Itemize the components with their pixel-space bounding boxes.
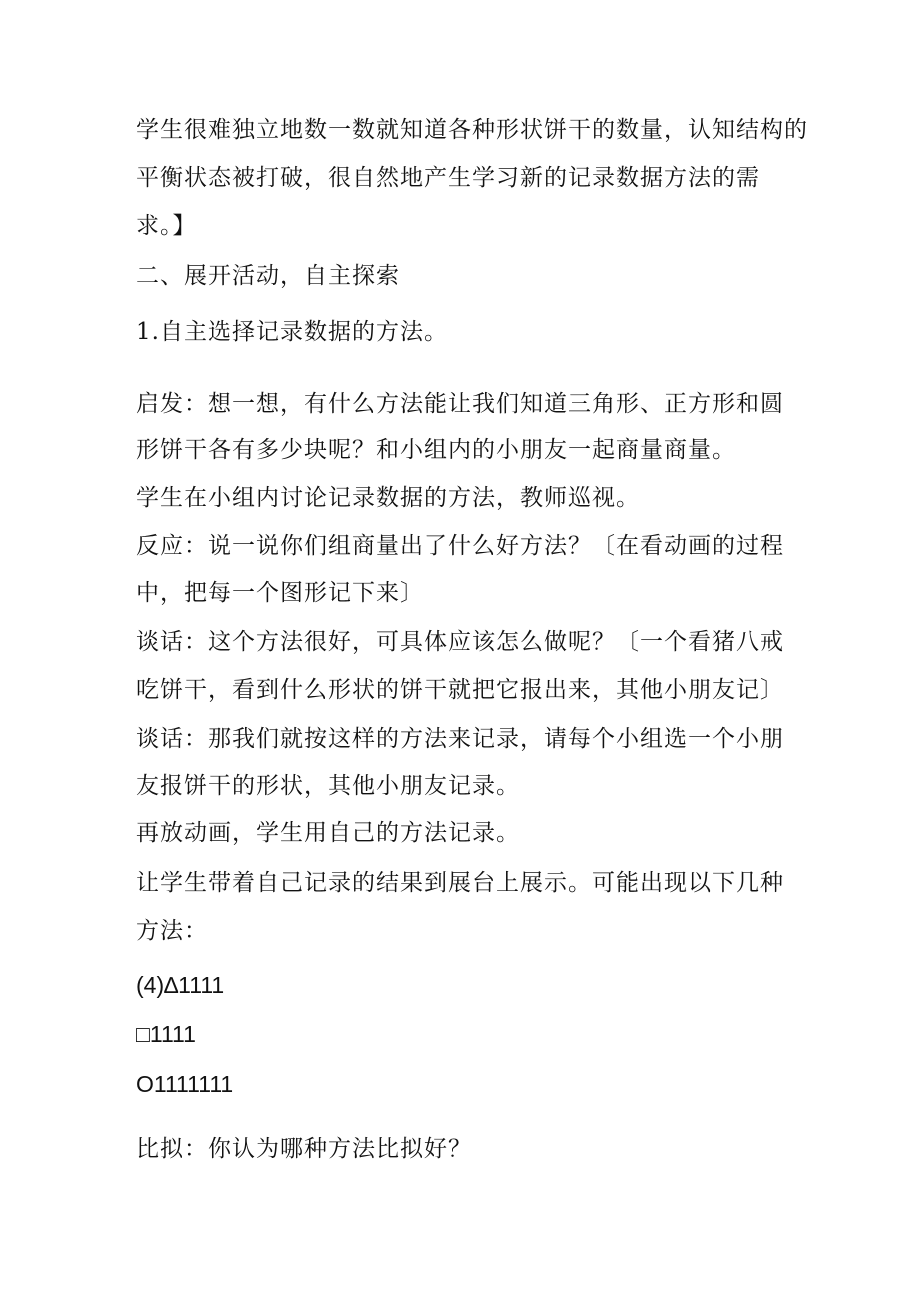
text-line-15: 再放动画，学生用自己的方法记录。 (136, 820, 520, 846)
text-line-13: 谈话：那我们就按这样的方法来记录，请每个小组选一个小朋 (136, 726, 784, 752)
text-line-14: 友报饼干的形状，其他小朋友记录。 (136, 773, 520, 799)
text-line-17: 方法： (136, 918, 208, 944)
text-line-9: 反应：说一说你们组商量出了什么好方法？〔在看动画的过程 (136, 533, 784, 559)
text-line-8: 学生在小组内讨论记录数据的方法，教师巡视。 (136, 485, 640, 511)
text-line-16: 让学生带着自己记录的结果到展台上展示。可能出现以下几种 (136, 870, 784, 896)
text-line-3: 求。】 (136, 213, 197, 239)
text-line-1: 学生很难独立地数一数就知道各种形状饼干的数量，认知结构的 (136, 117, 808, 143)
method-circle-line: O1111111 (136, 1071, 234, 1097)
text-line-12: 吃饼干，看到什么形状的饼干就把它报出来，其他小朋友记〕 (136, 677, 784, 703)
text-line-7: 形饼干各有多少块呢？和小组内的小朋友一起商量商量。 (136, 437, 736, 463)
subsection-heading: 1.自主选择记录数据的方法。 (136, 319, 448, 345)
text-line-21: 比拟：你认为哪种方法比拟好？ (136, 1136, 472, 1162)
method-square-line: □1111 (136, 1021, 196, 1047)
text-line-10: 中，把每一个图形记下来〕 (136, 580, 424, 606)
section-heading: 二、展开活动，自主探索 (136, 263, 400, 289)
text-line-11: 谈话：这个方法很好，可具体应该怎么做呢？〔一个看猪八戒 (136, 629, 784, 655)
method-triangle-line: (4)∆1111 (136, 972, 225, 998)
text-line-6: 启发：想一想，有什么方法能让我们知道三角形、正方形和圆 (136, 391, 784, 417)
text-line-2: 平衡状态被打破，很自然地产生学习新的记录数据方法的需 (136, 165, 760, 191)
